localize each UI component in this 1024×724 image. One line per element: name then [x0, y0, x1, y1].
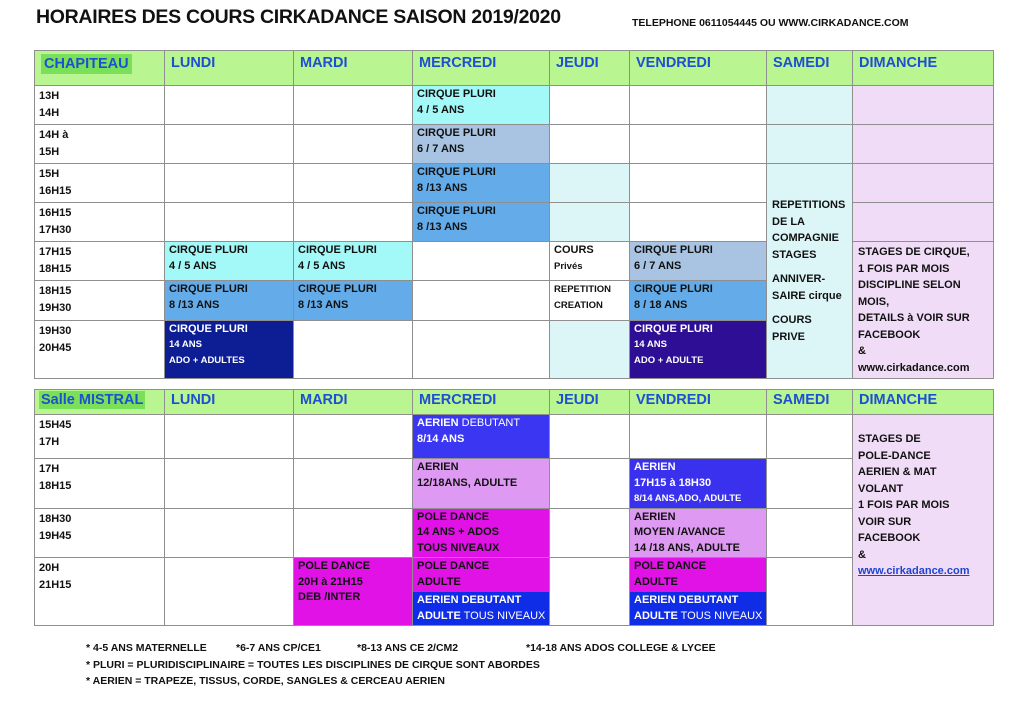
dimanche-activities: STAGES DE POLE-DANCE AERIEN & MAT VOLANT 1 FOIS PAR MOIS VOIR SUR FACEBOOK & www.cirkadance.com [853, 415, 994, 626]
empty-cell [550, 415, 630, 459]
class-cell: CIRQUE PLURI 4 / 5 ANS [413, 86, 550, 125]
empty-cell [630, 86, 767, 125]
class-cell: CIRQUE PLURI 6 / 7 ANS [413, 125, 550, 164]
time-slot: 20H 21H15 [35, 558, 165, 626]
empty-cell [630, 125, 767, 164]
day-header-mardi: MARDI [294, 390, 413, 415]
class-cell: CIRQUE PLURI 4 / 5 ANS [165, 242, 294, 281]
table-row [35, 508, 994, 558]
class-cell: POLE DANCE 20H à 21H15 DEB /INTER [294, 558, 413, 626]
class-cell: CIRQUE PLURI 14 ANS ADO + ADULTE [630, 320, 767, 378]
time-slot: 14H à 15H [35, 125, 165, 164]
class-cell: CIRQUE PLURI 8 /13 ANS [413, 203, 550, 242]
class-cell: COURS Privés [550, 242, 630, 281]
empty-cell [550, 86, 630, 125]
day-header-samedi: SAMEDI [767, 51, 853, 86]
table-row [35, 558, 994, 626]
empty-cell [550, 508, 630, 558]
empty-cell [550, 558, 630, 626]
time-slot: 17H 18H15 [35, 459, 165, 509]
day-header-lundi: LUNDI [165, 390, 294, 415]
empty-cell [294, 125, 413, 164]
empty-cell [550, 203, 630, 242]
class-cell: AERIEN 17H15 à 18H30 8/14 ANS,ADO, ADULTE [630, 459, 767, 509]
empty-cell [630, 164, 767, 203]
table-row [35, 415, 994, 459]
class-cell: CIRQUE PLURI 8 /13 ANS [413, 164, 550, 203]
table-row [35, 459, 994, 509]
empty-cell [550, 459, 630, 509]
age-groups-note: * 4-5 ANS MATERNELLE *6-7 ANS CP/CE1 *8-13 ANS CE 2/CM2 *14-18 ANS ADOS COLLEGE & LYCEE [86, 642, 716, 654]
website-link[interactable]: www.cirkadance.com [858, 565, 970, 577]
empty-cell [550, 125, 630, 164]
class-cell: CIRQUE PLURI 8 / 18 ANS [630, 281, 767, 320]
empty-cell [165, 558, 294, 626]
empty-cell [767, 459, 853, 509]
website-link[interactable]: www.cirkadance.com [858, 361, 970, 374]
day-header-vendredi: VENDREDI [630, 51, 767, 86]
class-cell: CIRQUE PLURI 14 ANS ADO + ADULTES [165, 320, 294, 378]
empty-cell [294, 86, 413, 125]
empty-cell [767, 508, 853, 558]
empty-cell [294, 459, 413, 509]
day-header-lundi: LUNDI [165, 51, 294, 86]
time-slot: 15H45 17H [35, 415, 165, 459]
day-header-dimanche: DIMANCHE [853, 390, 994, 415]
class-cell: CIRQUE PLURI 8 /13 ANS [294, 281, 413, 320]
class-cell: CIRQUE PLURI 6 / 7 ANS [630, 242, 767, 281]
empty-cell [550, 164, 630, 203]
empty-cell [165, 164, 294, 203]
day-header-dimanche: DIMANCHE [853, 51, 994, 86]
class-cell: CIRQUE PLURI 8 /13 ANS [165, 281, 294, 320]
empty-cell [294, 508, 413, 558]
day-header-mercredi: MERCREDI [413, 51, 550, 86]
chapiteau-header-row [35, 51, 994, 86]
empty-cell [630, 415, 767, 459]
empty-cell [294, 415, 413, 459]
class-cell: AERIEN DEBUTANT 8/14 ANS [413, 415, 550, 459]
empty-cell [767, 558, 853, 626]
empty-cell [294, 203, 413, 242]
day-header-samedi: SAMEDI [767, 390, 853, 415]
empty-cell [165, 508, 294, 558]
table-row [35, 164, 994, 203]
empty-cell [294, 320, 413, 378]
pluri-note: * PLURI = PLURIDISCIPLINAIRE = TOUTES LES DISCIPLINES DE CIRQUE SONT ABORDES [86, 658, 540, 671]
empty-cell [413, 320, 550, 378]
samedi-activities: REPETITIONS DE LA COMPAGNIE STAGES ANNIVER- SAIRE cirque COURS PRIVE [767, 164, 853, 379]
empty-cell [630, 203, 767, 242]
class-cell: REPETITION CREATION [550, 281, 630, 320]
empty-cell [550, 320, 630, 378]
table-row [35, 86, 994, 125]
day-header-vendredi: VENDREDI [630, 390, 767, 415]
empty-cell [767, 86, 853, 125]
class-cell: POLE DANCE 14 ANS + ADOS TOUS NIVEAUX [413, 508, 550, 558]
day-header-jeudi: JEUDI [550, 390, 630, 415]
day-header-jeudi: JEUDI [550, 51, 630, 86]
empty-cell [853, 86, 994, 125]
empty-cell [853, 125, 994, 164]
dimanche-activities: STAGES DE CIRQUE, 1 FOIS PAR MOIS DISCIPLINE SELON MOIS, DETAILS à VOIR SUR FACEBOOK & www.cirkadance.com [853, 242, 994, 379]
class-cell: AERIEN MOYEN /AVANCE 14 /18 ANS, ADULTE [630, 508, 767, 558]
day-header-mercredi: MERCREDI [413, 390, 550, 415]
empty-cell [413, 242, 550, 281]
contact-phone: TELEPHONE 0611054445 OU WWW.CIRKADANCE.COM [632, 17, 909, 29]
footnotes [86, 640, 716, 690]
empty-cell [165, 125, 294, 164]
empty-cell [165, 459, 294, 509]
time-slot: 15H 16H15 [35, 164, 165, 203]
empty-cell [165, 415, 294, 459]
class-cell: POLE DANCE ADULTE AERIEN DEBUTANT ADULTE TOUS NIVEAUX [413, 558, 550, 626]
empty-cell [853, 164, 994, 203]
time-slot: 19H30 20H45 [35, 320, 165, 378]
page-title: HORAIRES DES COURS CIRKADANCE SAISON 2019/2020 [36, 6, 561, 28]
time-slot: 16H15 17H30 [35, 203, 165, 242]
empty-cell [767, 415, 853, 459]
class-cell: POLE DANCE ADULTE AERIEN DEBUTANT ADULTE TOUS NIVEAUX [630, 558, 767, 626]
empty-cell [165, 86, 294, 125]
room-name-mistral: Salle MISTRAL [35, 390, 165, 415]
empty-cell [165, 203, 294, 242]
empty-cell [294, 164, 413, 203]
time-slot: 17H15 18H15 [35, 242, 165, 281]
class-cell: AERIEN 12/18ANS, ADULTE [413, 459, 550, 509]
empty-cell [413, 281, 550, 320]
class-cell: CIRQUE PLURI 4 / 5 ANS [294, 242, 413, 281]
time-slot: 13H 14H [35, 86, 165, 125]
empty-cell [767, 125, 853, 164]
time-slot: 18H30 19H45 [35, 508, 165, 558]
room-name-chapiteau: CHAPITEAU [35, 51, 165, 86]
chapiteau-schedule-table [34, 50, 994, 379]
day-header-mardi: MARDI [294, 51, 413, 86]
aerien-note: * AERIEN = TRAPEZE, TISSUS, CORDE, SANGLES & CERCEAU AERIEN [86, 675, 445, 687]
empty-cell [853, 203, 994, 242]
table-row [35, 125, 994, 164]
time-slot: 18H15 19H30 [35, 281, 165, 320]
mistral-schedule-table [34, 389, 994, 626]
mistral-header-row [35, 390, 994, 415]
